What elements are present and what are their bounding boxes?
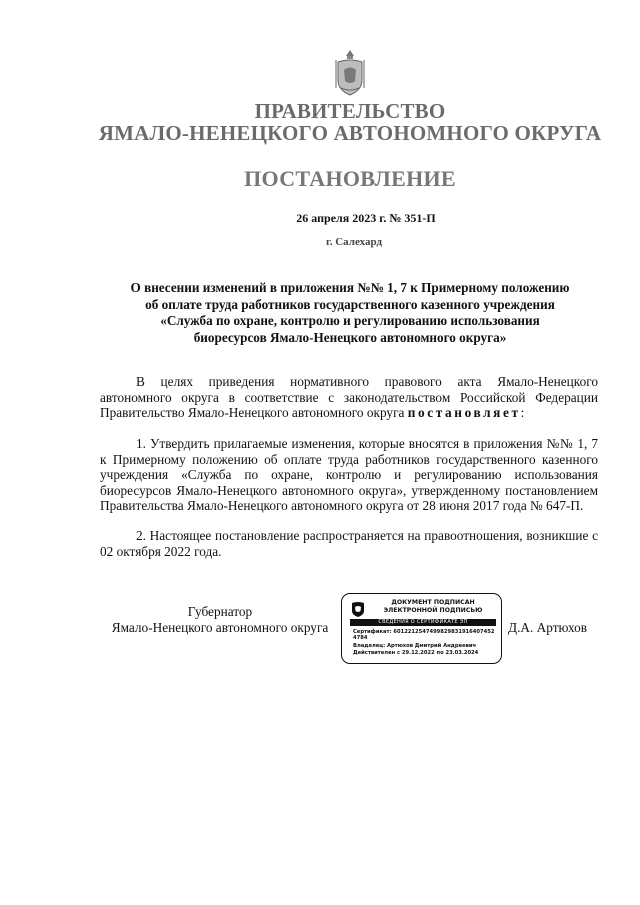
electronic-signature-stamp	[341, 593, 502, 664]
emblem-icon	[350, 600, 366, 618]
subject-line: об оплате труда работников государственного казенного учреждения	[145, 296, 555, 312]
item-2-paragraph: 2. Настоящее постановление распространяется на правоотношения, возникшие с 02 октября 2022 года.	[100, 528, 598, 559]
resolves-word: постановляет	[407, 405, 521, 421]
document-subject	[100, 280, 600, 346]
region-title: ЯМАЛО-НЕНЕЦКОГО АВТОНОМНОГО ОКРУГА	[98, 121, 602, 145]
signatory-title	[100, 604, 340, 636]
stamp-header-line: ЭЛЕКТРОННОЙ ПОДПИСЬЮ	[383, 607, 483, 614]
subject-line: биоресурсов Ямало-Ненецкого автономного округа»	[193, 329, 507, 345]
stamp-header-line: ДОКУМЕНТ ПОДПИСАН	[391, 599, 475, 606]
item-1-paragraph: 1. Утвердить прилагаемые изменения, которые вносятся в приложения №№ 1, 7 к Примерному положению об оплате труда работников государственного казенного учреждения «Служба по охране, контролю и регулированию использования биоресурсов Ямало-Ненецкого автономного округа», утвержденному постановлением Правительства Ямало-Ненецкого автономного округа от 28 июня 2017 года № 647-П.	[100, 436, 598, 514]
coat-of-arms-icon	[330, 48, 370, 98]
document-date-number: 26 апреля 2023 г. № 351-П	[296, 211, 436, 225]
subject-line: «Служба по охране, контролю и регулированию использования	[160, 313, 540, 328]
stamp-header	[368, 599, 498, 615]
signatory-position: Губернатор	[187, 604, 253, 619]
stamp-validity: Действителен с 29.12.2022 по 23.03.2024	[353, 650, 479, 656]
subject-line: О внесении изменений в приложения №№ 1, 7 к Примерному положению	[130, 280, 570, 295]
stamp-owner: Владелец: Артюхов Дмитрий Андреевич	[353, 643, 477, 649]
stamp-certificate: Сертификат: 6012212547499829831916407452	[353, 629, 495, 635]
preamble-paragraph	[100, 374, 598, 421]
document-city: г. Салехард	[325, 236, 383, 248]
stamp-certificate-cont: 4784	[353, 635, 368, 641]
preamble-colon: :	[520, 405, 525, 421]
document-type: ПОСТАНОВЛЕНИЕ	[244, 166, 456, 191]
signatory-region: Ямало-Ненецкого автономного округа	[111, 620, 329, 635]
government-title: ПРАВИТЕЛЬСТВО	[254, 99, 446, 123]
preamble-text: В целях приведения нормативного правового акта Ямало-Ненецкого автономного округа в соответствие с законодательством Российской Федерации Правительство Ямало-Ненецкого автономного округа	[100, 374, 598, 421]
stamp-certificate-bar: СВЕДЕНИЯ О СЕРТИФИКАТЕ ЭП	[350, 619, 496, 626]
signatory-name: Д.А. Артюхов	[508, 620, 588, 635]
